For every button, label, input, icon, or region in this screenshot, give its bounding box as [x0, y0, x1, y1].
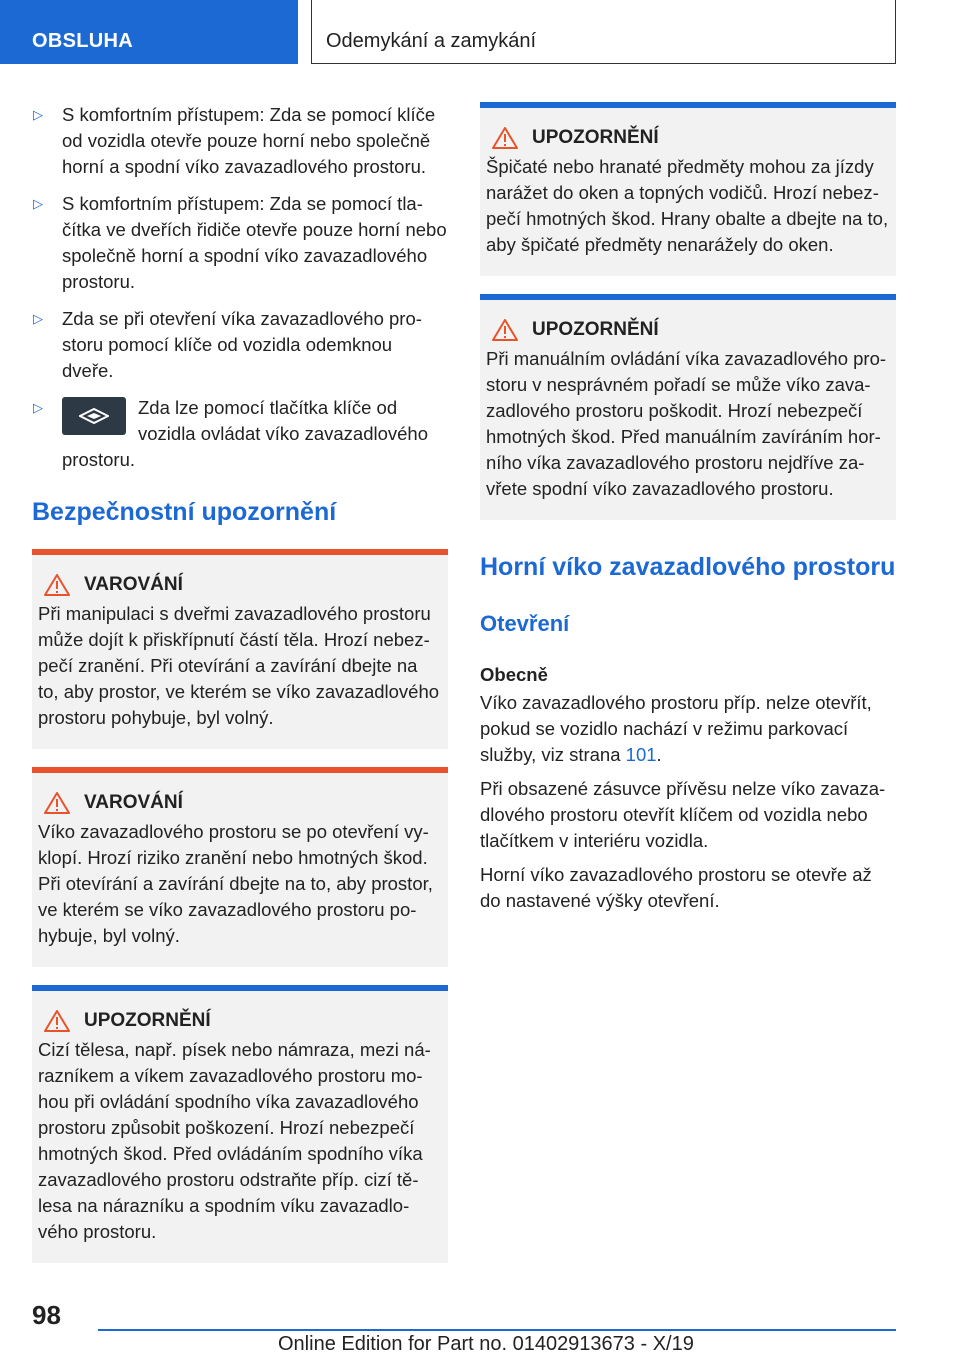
paragraph: Víko zavazadlového prostoru příp. nelze otevřít, pokud se vozidlo nachází v režimu parkovací služby, viz strana 101. [480, 692, 872, 765]
list-item: ▷ S komfortním přístupem: Zda se pomocí klíče od vozidla otevře pouze horní nebo společně horní a spodní víko zavazadlového prostoru. [33, 104, 436, 177]
sub-heading: Otevření [480, 611, 570, 636]
right-column [480, 102, 896, 922]
triangle-bullet-icon: ▷ [33, 311, 43, 326]
warning-box [32, 549, 448, 749]
notice-title: VAROVÁNÍ [38, 791, 442, 815]
list-item: ▷ S komfortním přístupem: Zda se pomocí tlačítka ve dveřích řidiče otevře pouze horní nebo společně horní a spodní víko zavazadlového prostoru. [33, 193, 447, 292]
warning-triangle-icon [492, 127, 518, 149]
notice-title: UPOZORNĚNÍ [38, 1009, 442, 1033]
chapter-title: Odemykání a zamykání [311, 0, 896, 64]
section-tab: OBSLUHA [0, 0, 298, 64]
small-heading: Obecně [480, 664, 548, 685]
notice-text: Cizí tělesa, např. písek nebo námraza, mezi nárazníkem a víkem zavazadlového prostoru mohou při ovládání spodního víka zavazadlového prostoru způsobit poškození. Hrozí nebezpečí hmotných škod. Před ovládáním spodního víka zavazadlového prostoru odstraňte příp. cizí tělesa na nárazníku a spodním víku zavazadlového prostoru. [38, 1039, 431, 1242]
triangle-bullet-icon: ▷ [33, 107, 43, 122]
notice-title: VAROVÁNÍ [38, 573, 442, 597]
caution-box [480, 294, 896, 520]
triangle-bullet-icon: ▷ [33, 400, 43, 415]
warning-triangle-icon [44, 792, 70, 814]
paragraph: Horní víko zavazadlového prostoru se otevře až do nastavené výšky otevření. [480, 864, 872, 911]
section-heading: Horní víko zavazadlového prostoru [480, 553, 896, 581]
footer-divider [98, 1329, 896, 1331]
notice-title: UPOZORNĚNÍ [486, 126, 890, 150]
warning-triangle-icon [44, 1010, 70, 1032]
notice-title: UPOZORNĚNÍ [486, 318, 890, 342]
warning-triangle-icon [492, 319, 518, 341]
list-item: ▷ Zda lze pomocí tlačítka klíče od vozidla ovládat víko zavazadlového prostoru. [33, 397, 429, 470]
section-heading: Bezpečnostní upozornění [32, 498, 337, 526]
paragraph: Při obsazené zásuvce přívěsu nelze víko zavazadlového prostoru otevřít klíčem od vozidla nebo tlačítkem v interiéru vozidla. [480, 778, 886, 851]
notice-text: Při manipulaci s dveřmi zavazadlového prostoru může dojít k přiskřípnutí částí těla. Hrozí nebezpečí zranění. Při otevírání a zavírání dbejte na to, aby prostor, ve kterém se víko zavazadlového prostoru pohybuje, byl volný. [38, 603, 440, 728]
trunk-key-button-icon [62, 397, 126, 435]
triangle-bullet-icon: ▷ [33, 196, 43, 211]
footer-edition: Online Edition for Part no. 01402913673 - X/19 [278, 1333, 694, 1355]
warning-triangle-icon [44, 574, 70, 596]
page-number: 98 [32, 1300, 61, 1330]
left-column [32, 102, 448, 1281]
page-link[interactable]: 101 [625, 744, 657, 765]
caution-box [480, 102, 896, 276]
notice-text: Víko zavazadlového prostoru se po otevření vyklopí. Hrozí riziko zranění nebo hmotných škod. Při otevírání a zavírání dbejte na to, aby prostor, ve kterém se víko zavazadlového prostoru pohybuje, byl volný. [38, 821, 433, 946]
notice-text: Při manuálním ovládání víka zavazadlového prostoru v nesprávném pořadí se může víko zavazadlového prostoru poškodit. Hrozí nebezpečí hmotných škod. Před manuálním zavíráním horního víka zavazadlového prostoru nejdříve zavřete spodní víko zavazadlového prostoru. [486, 348, 887, 499]
notice-text: Špičaté nebo hranaté předměty mohou za jízdy narážet do oken a topných vodičů. Hrozí nebezpečí hmotných škod. Hrany obalte a dbejte na to, aby špičaté předměty nenarážely do oken. [486, 156, 889, 255]
list-item: ▷ Zda se při otevření víka zavazadlového prostoru pomocí klíče od vozidla odemknou dveře. [33, 308, 422, 381]
caution-box [32, 985, 448, 1263]
warning-box [32, 767, 448, 967]
